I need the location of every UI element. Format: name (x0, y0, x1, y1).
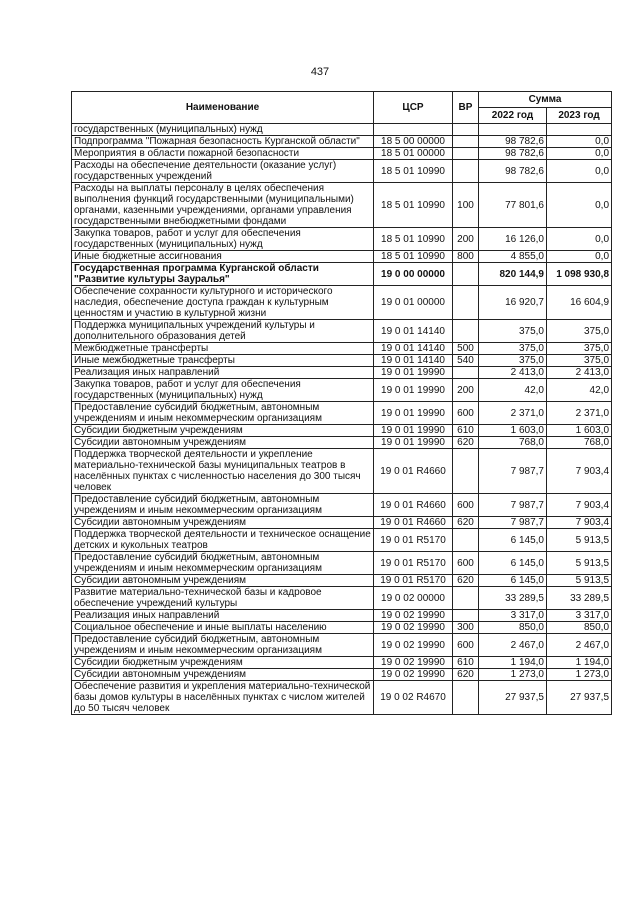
cell-sum-2023: 7 903,4 (547, 449, 612, 494)
cell-sum-2023: 0,0 (547, 160, 612, 183)
cell-name: Межбюджетные трансферты (72, 343, 374, 355)
cell-vr (453, 587, 479, 610)
cell-sum-2023: 16 604,9 (547, 286, 612, 320)
table-row (72, 610, 612, 622)
table-row (72, 379, 612, 402)
cell-sum-2022: 27 937,5 (479, 681, 547, 715)
cell-name: Обеспечение развития и укрепления материально-технической базы домов культуры в населённых пунктах с числом жителей до 50 тысяч человек (72, 681, 374, 715)
cell-name: Развитие материально-технической базы и кадровое обеспечение учреждений культуры (72, 587, 374, 610)
cell-csr: 19 0 01 19990 (374, 402, 453, 425)
table-row (72, 634, 612, 657)
cell-vr (453, 449, 479, 494)
table-row (72, 622, 612, 634)
cell-name: Закупка товаров, работ и услуг для обеспечения государственных (муниципальных) нужд (72, 228, 374, 251)
table-row (72, 529, 612, 552)
cell-csr: 18 5 01 10990 (374, 228, 453, 251)
cell-sum-2022: 16 920,7 (479, 286, 547, 320)
cell-sum-2022: 98 782,6 (479, 136, 547, 148)
cell-vr (453, 286, 479, 320)
table-row (72, 681, 612, 715)
cell-name: Предоставление субсидий бюджетным, автономным учреждениям и иным некоммерческим организациям (72, 494, 374, 517)
cell-sum-2022: 6 145,0 (479, 552, 547, 575)
cell-vr (453, 320, 479, 343)
cell-vr: 200 (453, 379, 479, 402)
cell-name: Субсидии автономным учреждениям (72, 575, 374, 587)
cell-sum-2023: 5 913,5 (547, 529, 612, 552)
cell-sum-2022: 1 194,0 (479, 657, 547, 669)
cell-name: государственных (муниципальных) нужд (72, 124, 374, 136)
cell-sum-2022: 3 317,0 (479, 610, 547, 622)
cell-sum-2023: 1 603,0 (547, 425, 612, 437)
cell-sum-2023: 0,0 (547, 228, 612, 251)
table-row (72, 148, 612, 160)
cell-sum-2023: 375,0 (547, 320, 612, 343)
cell-name: Расходы на выплаты персоналу в целях обеспечения выполнения функций государственными (муниципальными) органами, казенными учреждениями, органами управления государственными внебюджетными фондами (72, 183, 374, 228)
table-row (72, 263, 612, 286)
cell-csr: 19 0 01 19990 (374, 437, 453, 449)
cell-sum-2023: 850,0 (547, 622, 612, 634)
cell-vr: 600 (453, 634, 479, 657)
cell-sum-2023: 1 098 930,8 (547, 263, 612, 286)
cell-sum-2023: 375,0 (547, 355, 612, 367)
cell-vr: 620 (453, 517, 479, 529)
cell-vr (453, 263, 479, 286)
cell-name: Предоставление субсидий бюджетным, автономным учреждениям и иным некоммерческим организациям (72, 552, 374, 575)
cell-csr: 19 0 02 19990 (374, 634, 453, 657)
cell-csr: 19 0 01 R5170 (374, 552, 453, 575)
cell-vr (453, 148, 479, 160)
cell-vr (453, 529, 479, 552)
cell-csr: 19 0 01 14140 (374, 343, 453, 355)
table-row (72, 575, 612, 587)
header-year-2023: 2023 год (547, 108, 612, 124)
cell-sum-2022: 16 126,0 (479, 228, 547, 251)
cell-name: Подпрограмма "Пожарная безопасность Курганской области" (72, 136, 374, 148)
cell-vr: 610 (453, 657, 479, 669)
cell-sum-2023: 768,0 (547, 437, 612, 449)
cell-sum-2022: 375,0 (479, 320, 547, 343)
cell-csr: 19 0 01 19990 (374, 425, 453, 437)
cell-vr: 610 (453, 425, 479, 437)
table-row (72, 657, 612, 669)
cell-name: Предоставление субсидий бюджетным, автономным учреждениям и иным некоммерческим организациям (72, 402, 374, 425)
cell-csr: 19 0 02 19990 (374, 622, 453, 634)
cell-name: Иные межбюджетные трансферты (72, 355, 374, 367)
table-row (72, 494, 612, 517)
cell-name: Поддержка творческой деятельности и укрепление материально-технической базы муниципальных театров в населённых пунктах с численностью населения до 300 тысяч человек (72, 449, 374, 494)
cell-sum-2023: 27 937,5 (547, 681, 612, 715)
table-row (72, 286, 612, 320)
cell-name: Субсидии бюджетным учреждениям (72, 425, 374, 437)
cell-sum-2022: 2 413,0 (479, 367, 547, 379)
cell-sum-2022: 42,0 (479, 379, 547, 402)
cell-vr (453, 124, 479, 136)
cell-csr: 19 0 01 R5170 (374, 575, 453, 587)
table-row (72, 228, 612, 251)
cell-sum-2022 (479, 124, 547, 136)
page-number: 437 (310, 66, 330, 78)
table-row (72, 320, 612, 343)
cell-name: Государственная программа Курганской области "Развитие культуры Зауралья" (72, 263, 374, 286)
cell-csr: 18 5 01 10990 (374, 251, 453, 263)
cell-sum-2023: 42,0 (547, 379, 612, 402)
cell-csr: 19 0 01 R5170 (374, 529, 453, 552)
cell-sum-2022: 98 782,6 (479, 160, 547, 183)
cell-csr: 19 0 01 14140 (374, 355, 453, 367)
cell-csr: 19 0 02 19990 (374, 669, 453, 681)
cell-csr: 19 0 01 R4660 (374, 494, 453, 517)
cell-name: Субсидии автономным учреждениям (72, 437, 374, 449)
cell-vr: 200 (453, 228, 479, 251)
cell-sum-2023: 7 903,4 (547, 494, 612, 517)
cell-vr: 620 (453, 575, 479, 587)
cell-vr: 500 (453, 343, 479, 355)
cell-csr: 19 0 01 19990 (374, 367, 453, 379)
cell-csr: 18 5 01 10990 (374, 183, 453, 228)
cell-sum-2022: 77 801,6 (479, 183, 547, 228)
cell-sum-2023: 2 413,0 (547, 367, 612, 379)
table-row (72, 355, 612, 367)
table-row (72, 587, 612, 610)
table-row (72, 124, 612, 136)
table-row (72, 449, 612, 494)
header-name: Наименование (72, 92, 374, 124)
cell-sum-2022: 6 145,0 (479, 529, 547, 552)
cell-name: Мероприятия в области пожарной безопасности (72, 148, 374, 160)
table-row (72, 669, 612, 681)
cell-csr: 18 5 01 10990 (374, 160, 453, 183)
cell-csr: 19 0 02 19990 (374, 610, 453, 622)
cell-sum-2023: 0,0 (547, 251, 612, 263)
cell-sum-2023: 0,0 (547, 136, 612, 148)
cell-name: Реализация иных направлений (72, 367, 374, 379)
cell-sum-2022: 1 603,0 (479, 425, 547, 437)
cell-vr (453, 160, 479, 183)
cell-sum-2023 (547, 124, 612, 136)
cell-csr: 18 5 01 00000 (374, 148, 453, 160)
cell-sum-2022: 7 987,7 (479, 449, 547, 494)
cell-name: Обеспечение сохранности культурного и исторического наследия, обеспечение доступа граждан к культурным ценностям и участию в культурной жизни (72, 286, 374, 320)
cell-vr: 800 (453, 251, 479, 263)
cell-sum-2023: 0,0 (547, 183, 612, 228)
cell-vr (453, 367, 479, 379)
table-row (72, 136, 612, 148)
cell-name: Поддержка творческой деятельности и техническое оснащение детских и кукольных театров (72, 529, 374, 552)
cell-vr: 100 (453, 183, 479, 228)
cell-vr (453, 681, 479, 715)
cell-sum-2022: 375,0 (479, 343, 547, 355)
table-row (72, 552, 612, 575)
table-row (72, 160, 612, 183)
cell-sum-2023: 33 289,5 (547, 587, 612, 610)
cell-vr: 600 (453, 552, 479, 575)
header-year-2022: 2022 год (479, 108, 547, 124)
table-row (72, 343, 612, 355)
cell-sum-2022: 2 371,0 (479, 402, 547, 425)
cell-sum-2022: 1 273,0 (479, 669, 547, 681)
cell-sum-2023: 5 913,5 (547, 575, 612, 587)
cell-name: Расходы на обеспечение деятельности (оказание услуг) государственных учреждений (72, 160, 374, 183)
cell-sum-2022: 768,0 (479, 437, 547, 449)
cell-sum-2022: 6 145,0 (479, 575, 547, 587)
cell-sum-2023: 3 317,0 (547, 610, 612, 622)
cell-name: Поддержка муниципальных учреждений культуры и дополнительного образования детей (72, 320, 374, 343)
cell-name: Субсидии бюджетным учреждениям (72, 657, 374, 669)
cell-csr: 19 0 01 R4660 (374, 517, 453, 529)
cell-csr: 19 0 02 R4670 (374, 681, 453, 715)
cell-sum-2023: 1 273,0 (547, 669, 612, 681)
budget-table (71, 91, 612, 715)
cell-csr: 19 0 00 00000 (374, 263, 453, 286)
cell-sum-2022: 4 855,0 (479, 251, 547, 263)
header-csr: ЦСР (374, 92, 453, 124)
header-vr: ВР (453, 92, 479, 124)
cell-vr (453, 136, 479, 148)
cell-vr: 600 (453, 494, 479, 517)
cell-sum-2023: 7 903,4 (547, 517, 612, 529)
cell-csr: 18 5 00 00000 (374, 136, 453, 148)
cell-name: Субсидии автономным учреждениям (72, 669, 374, 681)
cell-sum-2022: 850,0 (479, 622, 547, 634)
cell-vr: 620 (453, 437, 479, 449)
cell-sum-2022: 33 289,5 (479, 587, 547, 610)
cell-sum-2022: 7 987,7 (479, 517, 547, 529)
cell-sum-2023: 2 467,0 (547, 634, 612, 657)
cell-csr: 19 0 01 00000 (374, 286, 453, 320)
table-row (72, 402, 612, 425)
cell-sum-2023: 2 371,0 (547, 402, 612, 425)
cell-name: Предоставление субсидий бюджетным, автономным учреждениям и иным некоммерческим организациям (72, 634, 374, 657)
table-row (72, 517, 612, 529)
cell-vr: 540 (453, 355, 479, 367)
cell-sum-2023: 0,0 (547, 148, 612, 160)
cell-sum-2023: 5 913,5 (547, 552, 612, 575)
table-row (72, 251, 612, 263)
table-row (72, 183, 612, 228)
cell-csr (374, 124, 453, 136)
cell-csr: 19 0 02 19990 (374, 657, 453, 669)
cell-csr: 19 0 01 R4660 (374, 449, 453, 494)
cell-csr: 19 0 02 00000 (374, 587, 453, 610)
table-body (72, 124, 612, 715)
cell-name: Иные бюджетные ассигнования (72, 251, 374, 263)
table-header (72, 92, 612, 124)
table-row (72, 425, 612, 437)
table-row (72, 367, 612, 379)
cell-csr: 19 0 01 19990 (374, 379, 453, 402)
cell-name: Социальное обеспечение и иные выплаты населению (72, 622, 374, 634)
cell-sum-2022: 820 144,9 (479, 263, 547, 286)
cell-vr (453, 610, 479, 622)
cell-sum-2022: 2 467,0 (479, 634, 547, 657)
cell-csr: 19 0 01 14140 (374, 320, 453, 343)
cell-vr: 620 (453, 669, 479, 681)
header-sum: Сумма (479, 92, 612, 108)
cell-vr: 300 (453, 622, 479, 634)
table-row (72, 437, 612, 449)
cell-vr: 600 (453, 402, 479, 425)
cell-name: Реализация иных направлений (72, 610, 374, 622)
cell-sum-2022: 375,0 (479, 355, 547, 367)
cell-sum-2022: 98 782,6 (479, 148, 547, 160)
cell-name: Закупка товаров, работ и услуг для обеспечения государственных (муниципальных) нужд (72, 379, 374, 402)
cell-sum-2023: 1 194,0 (547, 657, 612, 669)
cell-sum-2022: 7 987,7 (479, 494, 547, 517)
cell-name: Субсидии автономным учреждениям (72, 517, 374, 529)
cell-sum-2023: 375,0 (547, 343, 612, 355)
